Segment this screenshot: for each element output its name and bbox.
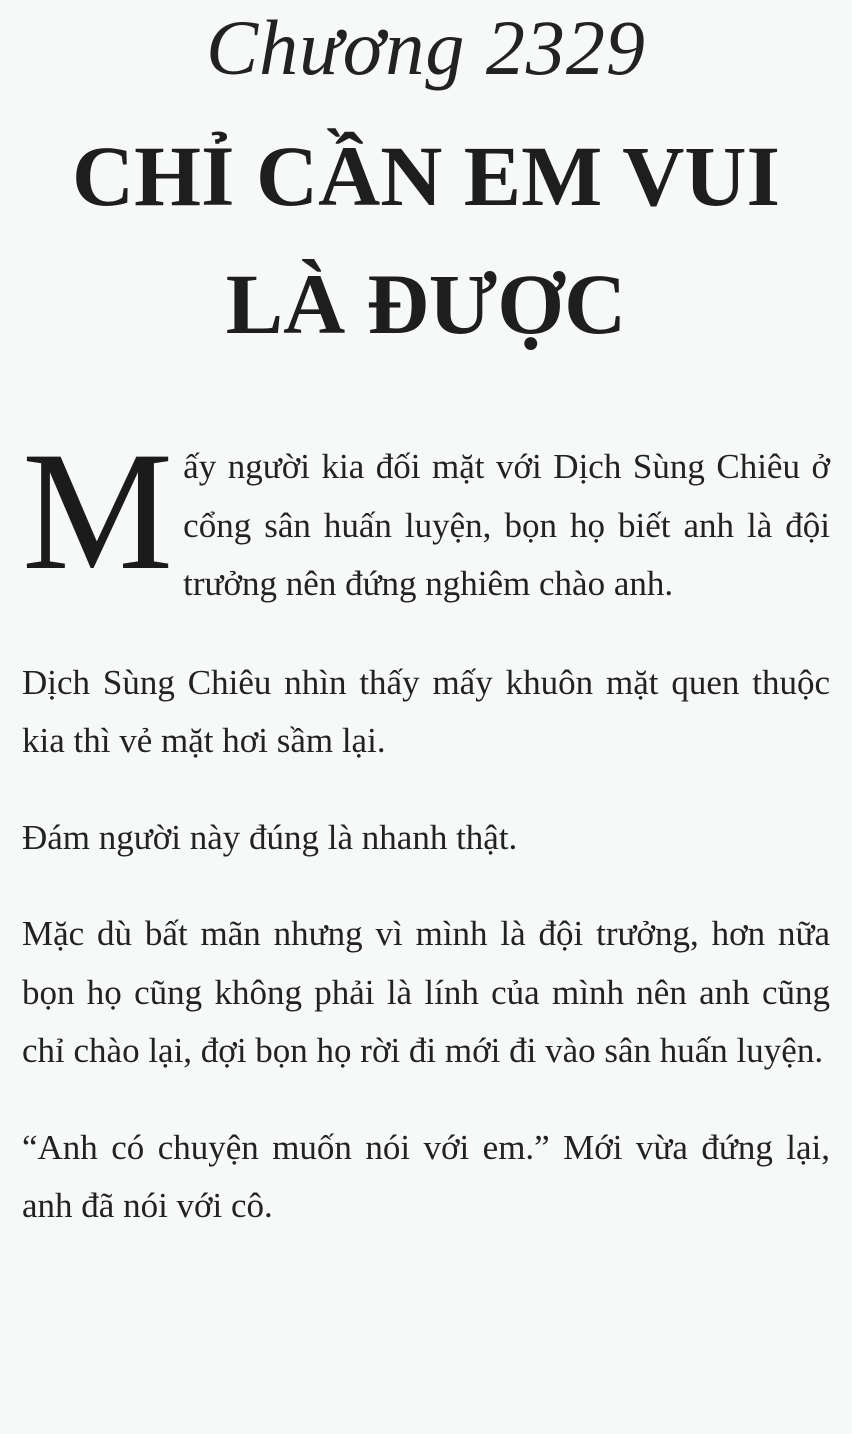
chapter-number: Chương 2329 [206,4,646,91]
paragraph-5: “Anh có chuyện muốn nói với em.” Mới vừa đứng lại, anh đã nói với cô. [22,1127,830,1225]
chapter-title-line-1: CHỈ CẦN EM VUI [72,128,780,224]
paragraph-2: Dịch Sùng Chiêu nhìn thấy mấy khuôn mặt quen thuộc kia thì vẻ mặt hơi sầm lại. [22,662,830,760]
paragraph-1-text: ấy người kia đối mặt với Dịch Sùng Chiêu ở cổng sân huấn luyện, bọn họ biết anh là đội trưởng nên đứng nghiêm chào anh. [183,447,830,603]
drop-cap-letter: M [22,417,174,605]
paragraph-1 [22,417,830,614]
paragraph-3: Đám người này đúng là nhanh thật. [22,817,518,857]
chapter-title-line-2: LÀ ĐƯỢC [225,256,627,352]
paragraph-4: Mặc dù bất mãn nhưng vì mình là đội trưởng, hơn nữa bọn họ cũng không phải là lính của mình nên anh cũng chỉ chào lại, đợi bọn họ rời đi mới đi vào sân huấn luyện. [22,914,830,1070]
chapter-title [22,112,830,368]
chapter-body [22,417,830,1236]
